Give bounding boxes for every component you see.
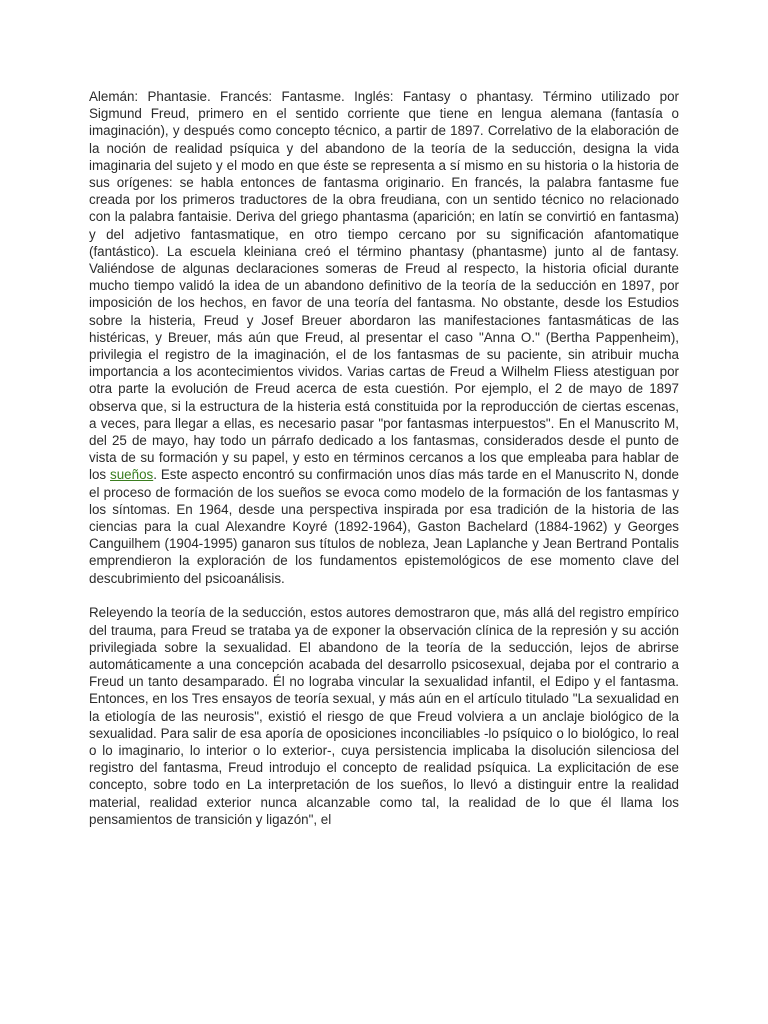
suenos-link[interactable]: sueños [110, 467, 154, 483]
paragraph-1-text-before-link: Alemán: Phantasie. Francés: Fantasme. Inglés: Fantasy o phantasy. Término utilizado por Sigmund Freud, primero en el sentido corriente que tiene en lengua alemana (fantasía o imaginación), y después como concepto técnico, a partir de 1897. Correlativo de la elaboración de la noción de realidad psíquica y del abandono de la teoría de la seducción, designa la vida imaginaria del sujeto y el modo en que éste se representa a sí mismo en su historia o la historia de sus orígenes: se habla entonces de fantasma originario. En francés, la palabra fantasme fue creada por los primeros traductores de la obra freudiana, con un sentido técnico no relacionado con la palabra fantaisie. Deriva del griego phantasma (aparición; en latín se convirtió en fantasma) y del adjetivo fantasmatique, en otro tiempo cercano por su significación afantomatique (fantástico). La escuela kleiniana creó el término phantasy (phantasme) junto al de fantasy. Valiéndose de algunas declaraciones someras de Freud al respecto, la historia oficial durante mucho tiempo validó la idea de un abandono definitivo de la teoría de la seducción en 1897, por imposición de los hechos, en favor de una teoría del fantasma. No obstante, desde los Estudios sobre la histeria, Freud y Josef Breuer abordaron las manifestaciones fantasmáticas de las histéricas, y Breuer, más aún que Freud, al presentar el caso "Anna O." (Bertha Pappenheim), privilegia el registro de la imaginación, el de los fantasmas de su paciente, sin atribuir mucha importancia a los acontecimientos vividos. Varias cartas de Freud a Wilhelm Fliess atestiguan por otra parte la evolución de Freud acerca de esta cuestión. Por ejemplo, el 2 de mayo de 1897 observa que, si la estructura de la histeria está constituida por la reproducción de ciertas escenas, a veces, para llegar a ellas, es necesario pasar "por fantasmas interpuestos". En el Manuscrito M, del 25 de mayo, hay todo un párrafo dedicado a los fantasmas, considerados desde el punto de vista de su formación y su papel, y esto en términos cercanos a los que empleaba para hablar de los [89, 89, 679, 483]
document-page [89, 88, 679, 828]
paragraph-seduction-theory: Releyendo la teoría de la seducción, estos autores demostraron que, más allá del registro empírico del trauma, para Freud se trataba ya de exponer la observación clínica de la represión y su acción privilegiada sobre la sexualidad. El abandono de la teoría de la seducción, lejos de abrirse automáticamente a una concepción acabada del desarrollo psicosexual, dejaba por el contrario a Freud un tanto desamparado. Él no lograba vincular la sexualidad infantil, el Edipo y el fantasma. Entonces, en los Tres ensayos de teoría sexual, y más aún en el artículo titulado "La sexualidad en la etiología de las neurosis", existió el riesgo de que Freud volviera a un anclaje biológico de la sexualidad. Para salir de esa aporía de oposiciones inconciliables -lo psíquico o lo biológico, lo real o lo imaginario, lo interior o lo exterior-, cuya persistencia implicaba la disolución silenciosa del registro del fantasma, Freud introdujo el concepto de realidad psíquica. La explicitación de ese concepto, sobre todo en La interpretación de los sueños, lo llevó a distinguir entre la realidad material, realidad exterior nunca alcanzable como tal, la realidad de lo que él llama los pensamientos de transición y ligazón", el [89, 605, 679, 827]
paragraph-fantasma-definition [89, 88, 679, 587]
paragraph-1-text-after-link: . Este aspecto encontró su confirmación unos días más tarde en el Manuscrito N, donde el proceso de formación de los sueños se evoca como modelo de la formación de los fantasmas y los síntomas. En 1964, desde una perspectiva inspirada por esa tradición de la historia de las ciencias para la cual Alexandre Koyré (1892-1964), Gaston Bachelard (1884-1962) y Georges Canguilhem (1904-1995) ganaron sus títulos de nobleza, Jean Laplanche y Jean Bertrand Pontalis emprendieron la exploración de los fundamentos epistemológicos de ese momento clave del descubrimiento del psicoanálisis. [89, 467, 680, 586]
